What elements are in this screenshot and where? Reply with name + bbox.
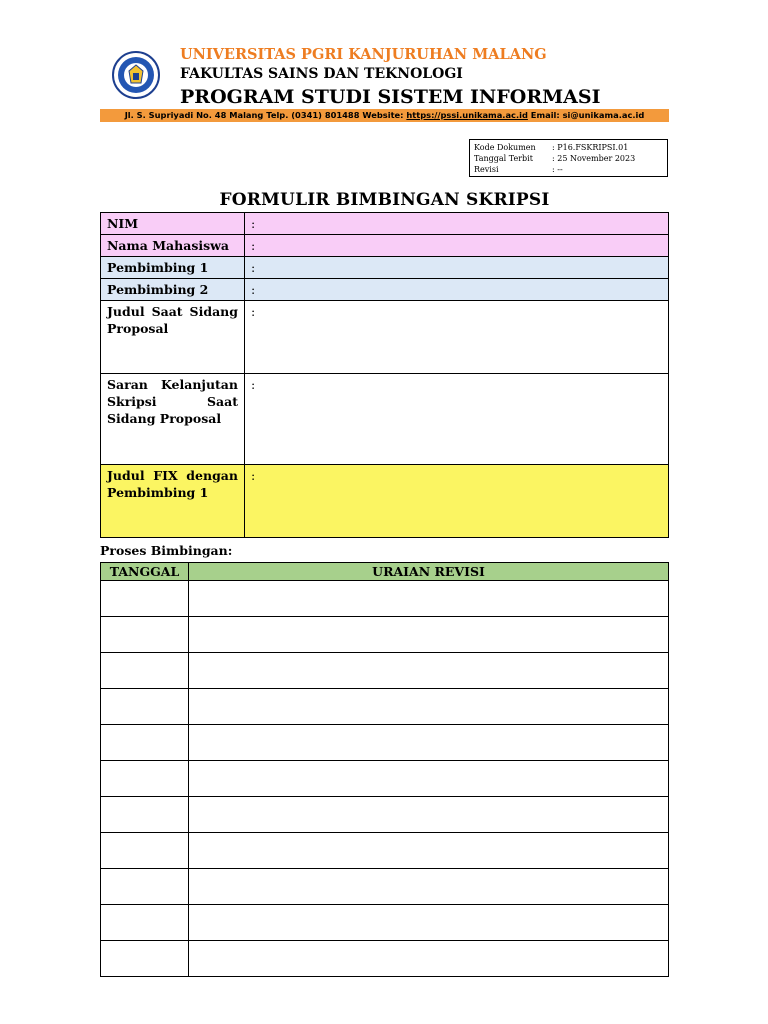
tanggal-cell[interactable]: [101, 617, 189, 653]
address-text: Jl. S. Supriyadi No. 48 Malang Telp. (0341) 801488 Website:: [124, 110, 407, 120]
uraian-revisi-cell[interactable]: [189, 689, 669, 725]
table-row: [101, 905, 669, 941]
field-nim[interactable]: :: [245, 213, 669, 235]
row-pembimbing-2: [101, 279, 669, 301]
table-row: [101, 941, 669, 977]
table-row: [101, 581, 669, 617]
row-pembimbing-1: [101, 257, 669, 279]
faculty-name: FAKULTAS SAINS DAN TEKNOLOGI: [180, 66, 463, 82]
doc-info-key: Revisi: [474, 165, 499, 174]
student-info-table: [100, 212, 669, 538]
row-nim: [101, 213, 669, 235]
row-nama: [101, 235, 669, 257]
website-link[interactable]: https://pssi.unikama.ac.id: [406, 110, 528, 120]
field-pembimbing-1[interactable]: :: [245, 257, 669, 279]
column-header-uraian-revisi: URAIAN REVISI: [189, 563, 669, 581]
label-saran-kelanjutan: Saran Kelanjutan Skripsi Saat Sidang Proposal: [101, 374, 245, 465]
field-saran-kelanjutan[interactable]: :: [245, 374, 669, 465]
label-nim: NIM: [101, 213, 245, 235]
column-header-tanggal: TANGGAL: [101, 563, 189, 581]
table-row: [101, 797, 669, 833]
table-row: [101, 617, 669, 653]
row-judul-fix: [101, 465, 669, 538]
tanggal-cell[interactable]: [101, 869, 189, 905]
form-title: FORMULIR BIMBINGAN SKRIPSI: [219, 190, 550, 210]
label-pembimbing-1: Pembimbing 1: [101, 257, 245, 279]
tanggal-cell[interactable]: [101, 833, 189, 869]
doc-info-value: : 25 November 2023: [552, 154, 636, 163]
tanggal-cell[interactable]: [101, 725, 189, 761]
tanggal-cell[interactable]: [101, 653, 189, 689]
table-row: [101, 725, 669, 761]
doc-info-key: Kode Dokumen: [474, 143, 536, 152]
university-name: UNIVERSITAS PGRI KANJURUHAN MALANG: [180, 46, 547, 63]
table-row: [101, 689, 669, 725]
table-header-row: [101, 563, 669, 581]
uraian-revisi-cell[interactable]: [189, 905, 669, 941]
uraian-revisi-cell[interactable]: [189, 725, 669, 761]
label-judul-fix: Judul FIX dengan Pembimbing 1: [101, 465, 245, 538]
uraian-revisi-cell[interactable]: [189, 869, 669, 905]
label-pembimbing-2: Pembimbing 2: [101, 279, 245, 301]
row-judul-sidang: [101, 301, 669, 374]
doc-info-value: : --: [552, 165, 563, 174]
tanggal-cell[interactable]: [101, 581, 189, 617]
doc-info-row: [474, 164, 663, 175]
uraian-revisi-cell[interactable]: [189, 941, 669, 977]
tanggal-cell[interactable]: [101, 905, 189, 941]
uraian-revisi-cell[interactable]: [189, 797, 669, 833]
field-judul-sidang[interactable]: :: [245, 301, 669, 374]
table-row: [101, 869, 669, 905]
table-row: [101, 833, 669, 869]
university-logo: [112, 51, 160, 99]
uraian-revisi-cell[interactable]: [189, 617, 669, 653]
doc-info-row: [474, 142, 663, 153]
uraian-revisi-cell[interactable]: [189, 761, 669, 797]
label-nama-mahasiswa: Nama Mahasiswa: [101, 235, 245, 257]
uraian-revisi-cell[interactable]: [189, 653, 669, 689]
document-info-box: [469, 139, 668, 177]
uraian-revisi-cell[interactable]: [189, 833, 669, 869]
address-bar: [100, 109, 669, 122]
table-row: [101, 761, 669, 797]
program-name: PROGRAM STUDI SISTEM INFORMASI: [180, 86, 601, 108]
row-saran: [101, 374, 669, 465]
field-pembimbing-2[interactable]: :: [245, 279, 669, 301]
doc-info-key: Tanggal Terbit: [474, 154, 533, 163]
tanggal-cell[interactable]: [101, 689, 189, 725]
table-row: [101, 653, 669, 689]
proses-bimbingan-table: [100, 562, 669, 977]
proses-bimbingan-label: Proses Bimbingan:: [100, 543, 233, 558]
tanggal-cell[interactable]: [101, 941, 189, 977]
field-judul-fix[interactable]: :: [245, 465, 669, 538]
tanggal-cell[interactable]: [101, 797, 189, 833]
doc-info-value: : P16.FSKRIPSI.01: [552, 143, 629, 152]
field-nama-mahasiswa[interactable]: :: [245, 235, 669, 257]
label-judul-sidang: Judul Saat Sidang Proposal: [101, 301, 245, 374]
tanggal-cell[interactable]: [101, 761, 189, 797]
email-text: Email: si@unikama.ac.id: [527, 110, 645, 120]
doc-info-row: [474, 153, 663, 164]
uraian-revisi-cell[interactable]: [189, 581, 669, 617]
